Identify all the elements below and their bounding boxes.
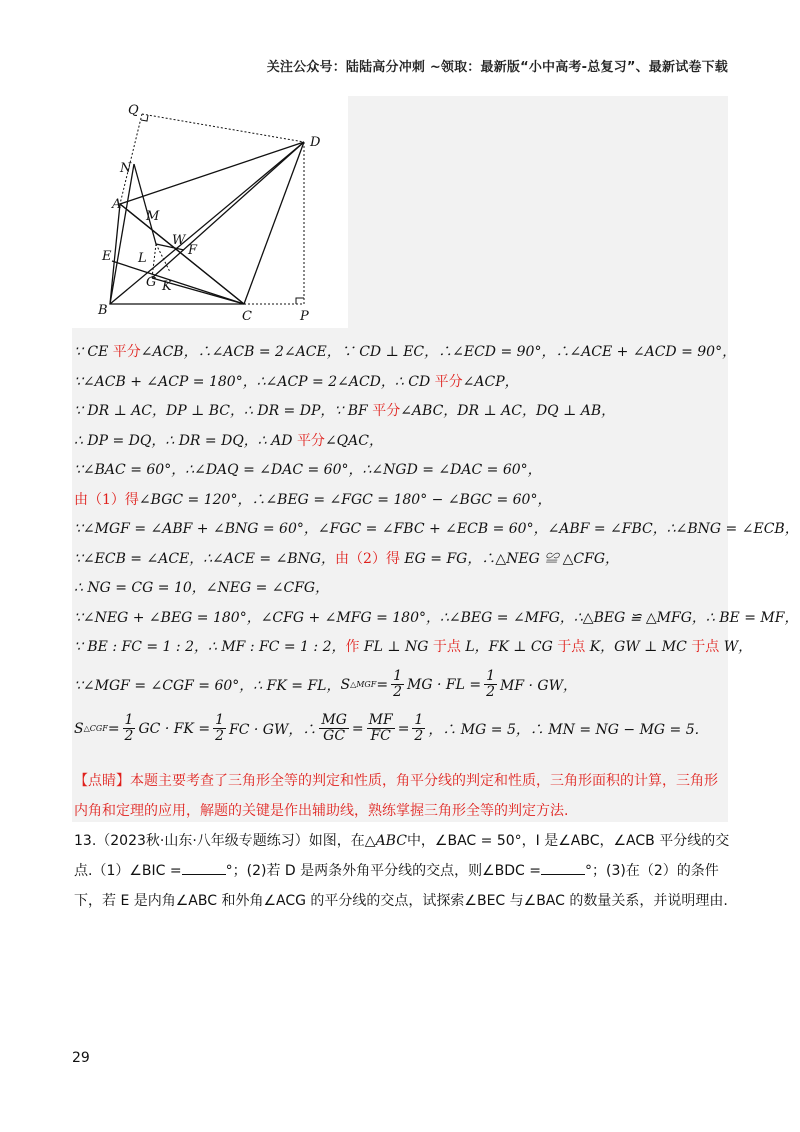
- fraction: $\frac{1}{2}$: [414, 712, 424, 744]
- solution-line-fraction: S △CGF = $\frac{1}{2}$ GC · FK = $\frac{1}{2}$ FC · GW，∴ $\frac{MG}{GC}$ = $\frac{MF}{FC}$ = $\frac{1}{2}$ ，∴ MG = 5，∴ MN = NG − MG = 5.: [74, 712, 700, 744]
- remark-note: 【点睛】本题主要考查了三角形全等的判定和性质，角平分线的判定和性质，三角形面积的计算，三角形内角和定理的应用，解题的关键是作出辅助线，熟练掌握三角形全等的判定方法.: [74, 773, 718, 819]
- label-N: N: [120, 161, 132, 176]
- geometry-diagram: [72, 96, 348, 328]
- fraction: $\frac{1}{2}$: [486, 668, 495, 700]
- question-13: 13.（2023秋·山东·八年级专题练习）如图，在△ABC中，∠BAC = 50°，I 是∠ABC，∠ACB 平分线的交点.（1）∠BIC = °；(2)若 D 是两条外角平分线的交点，则∠BDC = °；(3)在（2）的条件下，若 E 是内角∠ABC 和外角∠ACG 的平分线的交点，试探索∠BEC 与∠BAC 的数量关系，并说明理由.: [74, 833, 730, 909]
- label-D: D: [310, 135, 321, 150]
- geometry-figure: [72, 96, 348, 328]
- solution-line: ∵∠ECB = ∠ACE，∴∠ACE = ∠BNG，由（2）得 EG = FG，∴△NEG ≌ △CFG，: [74, 550, 620, 567]
- label-M: M: [146, 209, 160, 224]
- solution-line: ∴ DP = DQ，∴ DR = DQ，∴ AD 平分∠QAC，: [74, 432, 383, 449]
- solution-lines: [74, 338, 799, 751]
- solution-line: ∴ NG = CG = 10，∠NEG = ∠CFG，: [74, 580, 330, 596]
- label-B: B: [98, 303, 108, 318]
- answer-blank-2[interactable]: [541, 860, 585, 875]
- answer-blank-1[interactable]: [182, 860, 226, 875]
- label-L: L: [138, 251, 147, 266]
- solution-line-fraction: ∵∠MGF = ∠CGF = 60°，∴ FK = FL， S △MGF = $\frac{1}{2}$ MG · FL = $\frac{1}{2}$ MF · GW，: [74, 668, 577, 700]
- label-A: A: [112, 197, 122, 212]
- solution-line: ∵ BE : FC = 1 : 2，∴ MF : FC = 1 : 2，作 FL ⊥ NG 于点 L，FK ⊥ CG 于点 K，GW ⊥ MC 于点 W，: [74, 639, 753, 655]
- label-Q: Q: [128, 103, 139, 118]
- label-K: K: [162, 279, 172, 294]
- solution-line: ∵ DR ⊥ AC，DP ⊥ BC，∴ DR = DP，∵ BF 平分∠ABC，DR ⊥ AC，DQ ⊥ AB，: [74, 403, 616, 419]
- label-C: C: [242, 309, 252, 324]
- label-W: W: [172, 233, 186, 248]
- solution-line: 由（1）得∠BGC = 120°，∴∠BEG = ∠FGC = 180° − ∠BGC = 60°，: [74, 491, 552, 508]
- solution-line: ∵∠MGF = ∠ABF + ∠BNG = 60°，∠FGC = ∠FBC + ∠ECB = 60°，∠ABF = ∠FBC，∴∠BNG = ∠ECB，: [74, 521, 799, 537]
- label-E: E: [102, 249, 112, 264]
- page-header: 关注公众号：陆陆高分冲刺 ~领取：最新版“小中高考-总复习”、最新试卷下载: [266, 60, 728, 75]
- fraction: $\frac{1}{2}$: [393, 668, 403, 700]
- label-F: F: [188, 243, 198, 258]
- solution-line: ∵∠NEG + ∠BEG = 180°，∠CFG + ∠MFG = 180°，∴∠BEG = ∠MFG，∴△BEG ≌ △MFG，∴ BE = MF，: [74, 609, 799, 626]
- page-number: 29: [72, 1050, 90, 1066]
- label-P: P: [300, 309, 309, 324]
- fraction: $\frac{1}{2}$: [124, 712, 134, 744]
- fraction: $\frac{1}{2}$: [215, 712, 224, 744]
- solution-line: ∵∠ACB + ∠ACP = 180°，∴∠ACP = 2∠ACD，∴ CD 平分∠ACP，: [74, 373, 519, 390]
- solution-line: ∵ CE 平分∠ACB，∴∠ACB = 2∠ACE，∵ CD ⊥ EC，∴∠ECD = 90°，∴∠ACE + ∠ACD = 90°，: [74, 344, 737, 360]
- fraction: $\frac{MG}{GC}$: [321, 712, 347, 744]
- solution-line: ∵∠BAC = 60°，∴∠DAQ = ∠DAC = 60°，∴∠NGD = ∠DAC = 60°，: [74, 462, 542, 478]
- label-G: G: [146, 275, 157, 290]
- fraction: $\frac{MF}{FC}$: [368, 712, 393, 744]
